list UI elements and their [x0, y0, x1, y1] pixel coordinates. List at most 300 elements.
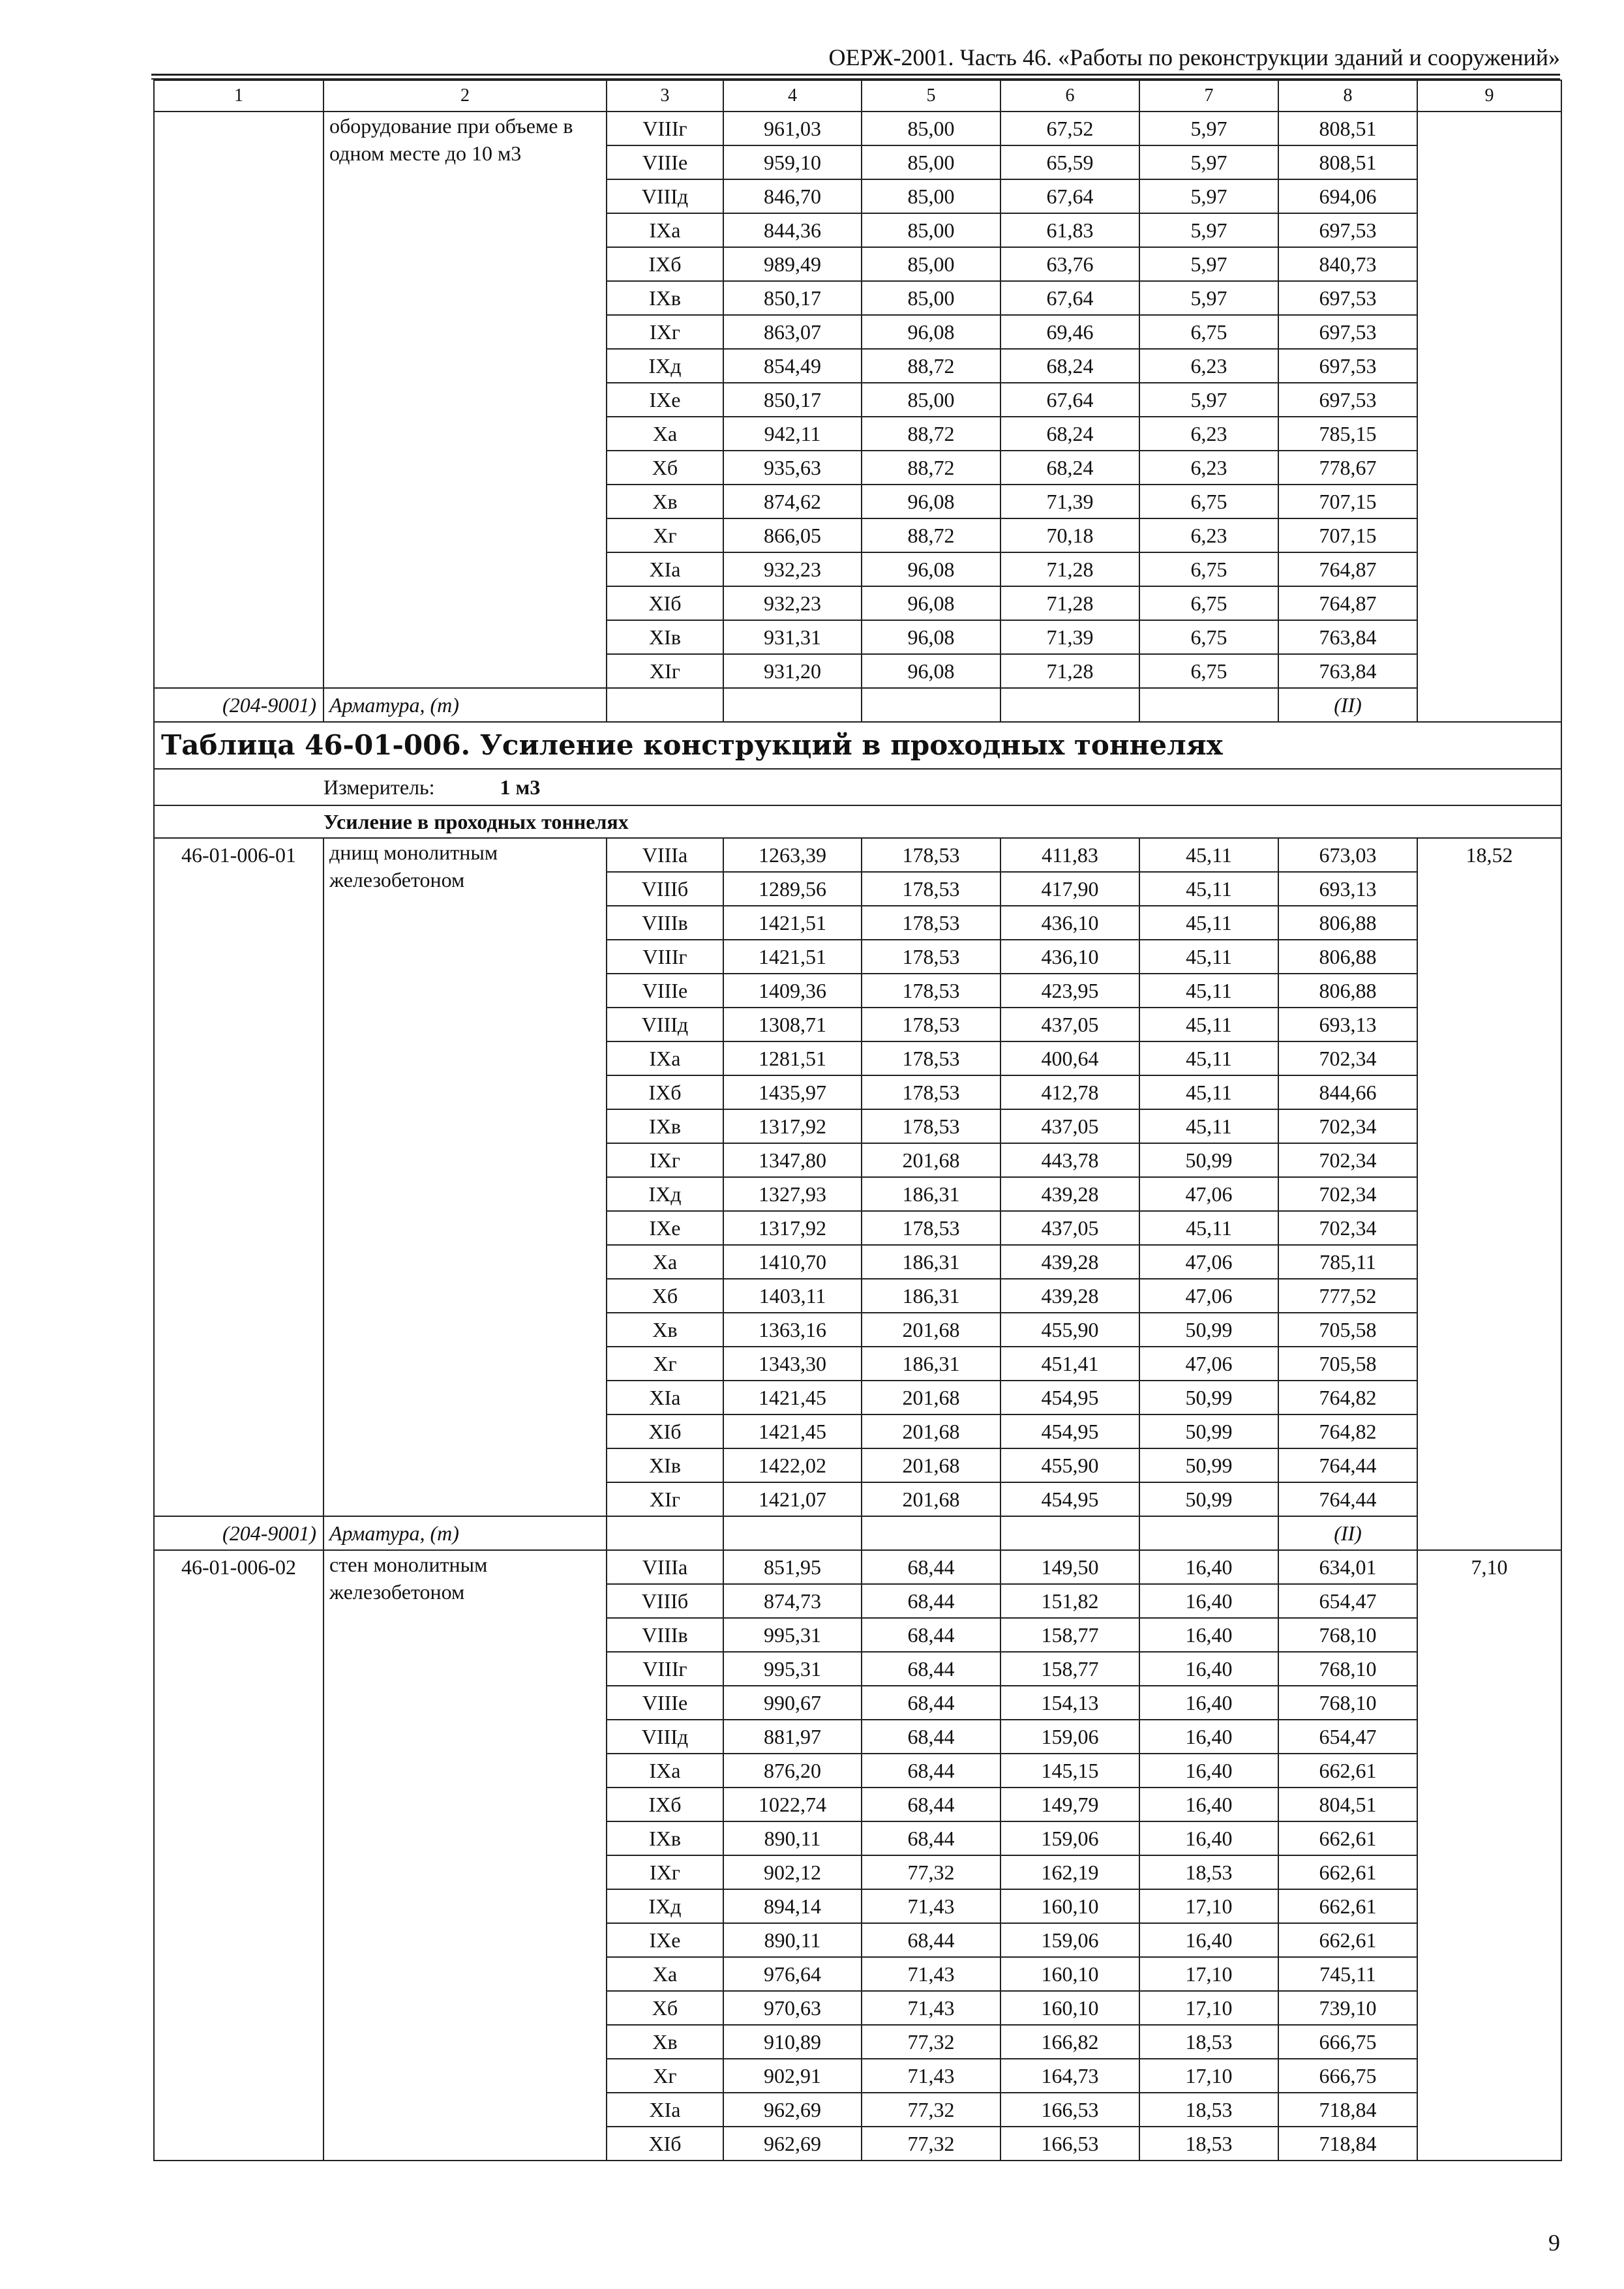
price-value: 88,72 — [862, 349, 1000, 383]
price-value: 455,90 — [1000, 1313, 1139, 1347]
price-value: 68,44 — [862, 1550, 1000, 1584]
price-value: 705,58 — [1278, 1347, 1417, 1381]
price-value: 417,90 — [1000, 872, 1139, 906]
zone-code: Xг — [607, 518, 723, 552]
price-value: 159,06 — [1000, 1821, 1139, 1855]
resource-code: (204-9001) — [154, 688, 323, 722]
rate-code: 46-01-006-02 — [154, 1550, 323, 2161]
price-value: 178,53 — [862, 1075, 1000, 1109]
price-value: 17,10 — [1139, 1957, 1278, 1991]
zone-code: Xа — [607, 1245, 723, 1279]
price-value: 931,20 — [723, 654, 862, 688]
column-number: 8 — [1278, 80, 1417, 112]
price-value: 45,11 — [1139, 1075, 1278, 1109]
zone-code: IXе — [607, 383, 723, 417]
empty-cell — [862, 1516, 1000, 1550]
price-value: 718,84 — [1278, 2093, 1417, 2127]
price-value: 764,87 — [1278, 586, 1417, 620]
price-value: 1422,02 — [723, 1448, 862, 1482]
price-value: 18,53 — [1139, 2127, 1278, 2161]
price-value: 47,06 — [1139, 1245, 1278, 1279]
price-value: 70,18 — [1000, 518, 1139, 552]
price-value: 159,06 — [1000, 1720, 1139, 1754]
measure-row — [154, 769, 1561, 805]
zone-code: VIIIе — [607, 145, 723, 179]
price-value: 931,31 — [723, 620, 862, 654]
table-row — [154, 1550, 1561, 1584]
price-value: 68,24 — [1000, 349, 1139, 383]
price-value: 71,39 — [1000, 485, 1139, 518]
price-value: 1263,39 — [723, 838, 862, 872]
zone-code: VIIIб — [607, 872, 723, 906]
measure-cell — [323, 769, 1561, 805]
price-value: 5,97 — [1139, 145, 1278, 179]
price-value: 96,08 — [862, 485, 1000, 518]
price-value: 85,00 — [862, 213, 1000, 247]
empty-cell — [1139, 688, 1278, 722]
price-value: 764,82 — [1278, 1414, 1417, 1448]
table-row — [154, 112, 1561, 145]
column-number-row — [154, 80, 1561, 112]
price-value: 77,32 — [862, 1855, 1000, 1889]
zone-code: Xв — [607, 485, 723, 518]
price-value: 890,11 — [723, 1821, 862, 1855]
price-value: 18,53 — [1139, 1855, 1278, 1889]
price-value: 1022,74 — [723, 1788, 862, 1821]
empty-cell — [723, 688, 862, 722]
zone-code: VIIIг — [607, 940, 723, 974]
work-description: оборудование при объеме в одном месте до 10 м3 — [323, 112, 607, 688]
price-value: 47,06 — [1139, 1279, 1278, 1313]
price-value: 6,75 — [1139, 552, 1278, 586]
price-value: 768,10 — [1278, 1652, 1417, 1686]
zone-code: Xа — [607, 1957, 723, 1991]
price-value: 178,53 — [862, 1041, 1000, 1075]
price-value: 894,14 — [723, 1889, 862, 1923]
price-value: 702,34 — [1278, 1109, 1417, 1143]
price-value: 666,75 — [1278, 2059, 1417, 2093]
zone-code: IXе — [607, 1211, 723, 1245]
price-value: 88,72 — [862, 417, 1000, 451]
price-value: 16,40 — [1139, 1618, 1278, 1652]
price-value: 77,32 — [862, 2025, 1000, 2059]
price-value: 932,23 — [723, 586, 862, 620]
price-value: 96,08 — [862, 620, 1000, 654]
price-value: 1317,92 — [723, 1211, 862, 1245]
price-value: 45,11 — [1139, 906, 1278, 940]
mass-value: 7,10 — [1417, 1550, 1561, 2161]
zone-code: XIб — [607, 586, 723, 620]
price-value: 61,83 — [1000, 213, 1139, 247]
zone-code: XIа — [607, 1381, 723, 1414]
price-value: 764,82 — [1278, 1381, 1417, 1414]
zone-code: VIIIа — [607, 1550, 723, 1584]
empty-cell — [1000, 688, 1139, 722]
page-header: ОЕРЖ-2001. Часть 46. «Работы по реконструкции зданий и сооружений» — [828, 44, 1560, 70]
price-value: 166,53 — [1000, 2093, 1139, 2127]
price-value: 178,53 — [862, 1211, 1000, 1245]
zone-code: IXа — [607, 213, 723, 247]
resource-code: (204-9001) — [154, 1516, 323, 1550]
price-value: 77,32 — [862, 2093, 1000, 2127]
price-value: 874,62 — [723, 485, 862, 518]
price-value: 989,49 — [723, 247, 862, 281]
price-value: 88,72 — [862, 518, 1000, 552]
price-value: 71,28 — [1000, 552, 1139, 586]
table-body — [154, 80, 1561, 2161]
price-value: 158,77 — [1000, 1618, 1139, 1652]
work-description: днищ монолитным железобетоном — [323, 838, 607, 1516]
price-value: 1421,51 — [723, 940, 862, 974]
price-value: 693,13 — [1278, 872, 1417, 906]
price-value: 1289,56 — [723, 872, 862, 906]
price-value: 6,23 — [1139, 349, 1278, 383]
zone-code: IXг — [607, 1143, 723, 1177]
price-value: 768,10 — [1278, 1686, 1417, 1720]
price-value: 881,97 — [723, 1720, 862, 1754]
price-value: 863,07 — [723, 315, 862, 349]
price-value: 68,44 — [862, 1821, 1000, 1855]
price-value: 400,64 — [1000, 1041, 1139, 1075]
price-value: 437,05 — [1000, 1008, 1139, 1041]
empty-cell — [607, 688, 723, 722]
price-value: 85,00 — [862, 179, 1000, 213]
price-value: 186,31 — [862, 1347, 1000, 1381]
price-value: 702,34 — [1278, 1177, 1417, 1211]
price-value: 808,51 — [1278, 112, 1417, 145]
column-number: 9 — [1417, 80, 1561, 112]
empty-cell — [862, 688, 1000, 722]
work-description: стен монолитным железобетоном — [323, 1550, 607, 2161]
price-value: 634,01 — [1278, 1550, 1417, 1584]
price-value: 840,73 — [1278, 247, 1417, 281]
price-value: 65,59 — [1000, 145, 1139, 179]
price-value: 85,00 — [862, 383, 1000, 417]
price-value: 1403,11 — [723, 1279, 862, 1313]
mass-value — [1417, 112, 1561, 722]
price-value: 178,53 — [862, 974, 1000, 1008]
price-value: 662,61 — [1278, 1923, 1417, 1957]
price-value: 702,34 — [1278, 1143, 1417, 1177]
price-value: 439,28 — [1000, 1177, 1139, 1211]
price-value: 662,61 — [1278, 1889, 1417, 1923]
price-value: 16,40 — [1139, 1788, 1278, 1821]
rate-code: 46-01-006-01 — [154, 838, 323, 1516]
measure-label: Измеритель: — [323, 775, 435, 799]
zone-code: VIIIе — [607, 1686, 723, 1720]
zone-code: IXа — [607, 1754, 723, 1788]
column-number: 3 — [607, 80, 723, 112]
price-value: 739,10 — [1278, 1991, 1417, 2025]
price-value: 201,68 — [862, 1313, 1000, 1347]
price-value: 88,72 — [862, 451, 1000, 485]
price-value: 850,17 — [723, 281, 862, 315]
price-value: 1327,93 — [723, 1177, 862, 1211]
price-value: 67,64 — [1000, 281, 1139, 315]
price-value: 764,44 — [1278, 1482, 1417, 1516]
zone-code: IXб — [607, 1075, 723, 1109]
zone-code: VIIIв — [607, 906, 723, 940]
measure-value: 1 м3 — [500, 775, 541, 799]
price-value: 662,61 — [1278, 1821, 1417, 1855]
price-value: 68,44 — [862, 1923, 1000, 1957]
zone-code: IXв — [607, 1109, 723, 1143]
price-value: 201,68 — [862, 1381, 1000, 1414]
zone-code: VIIIе — [607, 974, 723, 1008]
price-value: 436,10 — [1000, 940, 1139, 974]
price-value: 68,44 — [862, 1754, 1000, 1788]
price-value: 151,82 — [1000, 1584, 1139, 1618]
zone-code: VIIIг — [607, 1652, 723, 1686]
price-value: 697,53 — [1278, 213, 1417, 247]
price-value: 697,53 — [1278, 315, 1417, 349]
price-value: 16,40 — [1139, 1754, 1278, 1788]
price-value: 154,13 — [1000, 1686, 1139, 1720]
price-value: 436,10 — [1000, 906, 1139, 940]
price-value: 5,97 — [1139, 247, 1278, 281]
price-value: 1363,16 — [723, 1313, 862, 1347]
table-title: Таблица 46-01-006. Усиление конструкций в проходных тоннелях — [154, 722, 1561, 769]
price-value: 844,36 — [723, 213, 862, 247]
price-value: 85,00 — [862, 145, 1000, 179]
price-value: 6,75 — [1139, 586, 1278, 620]
price-value: 662,61 — [1278, 1855, 1417, 1889]
zone-code: IXд — [607, 1177, 723, 1211]
price-value: 178,53 — [862, 1109, 1000, 1143]
header-rule — [151, 74, 1560, 76]
zone-code: VIIIг — [607, 112, 723, 145]
price-value: 162,19 — [1000, 1855, 1139, 1889]
subsection-row — [154, 805, 1561, 838]
price-value: 6,75 — [1139, 654, 1278, 688]
price-value: 166,82 — [1000, 2025, 1139, 2059]
subsection-title: Усиление в проходных тоннелях — [323, 805, 1561, 838]
price-value: 412,78 — [1000, 1075, 1139, 1109]
price-value: 423,95 — [1000, 974, 1139, 1008]
zone-code: XIв — [607, 620, 723, 654]
price-value: 77,32 — [862, 2127, 1000, 2161]
empty-cell — [154, 769, 323, 805]
price-value: 71,43 — [862, 1889, 1000, 1923]
price-value: 71,39 — [1000, 620, 1139, 654]
price-value: 45,11 — [1139, 1109, 1278, 1143]
price-value: 902,12 — [723, 1855, 862, 1889]
price-value: 16,40 — [1139, 1821, 1278, 1855]
price-value: 763,84 — [1278, 620, 1417, 654]
price-value: 962,69 — [723, 2093, 862, 2127]
price-value: 50,99 — [1139, 1482, 1278, 1516]
price-value: 437,05 — [1000, 1109, 1139, 1143]
zone-code: IXг — [607, 315, 723, 349]
price-value: 45,11 — [1139, 838, 1278, 872]
price-value: 702,34 — [1278, 1211, 1417, 1245]
price-value: 763,84 — [1278, 654, 1417, 688]
price-value: 6,75 — [1139, 620, 1278, 654]
price-value: 768,10 — [1278, 1618, 1417, 1652]
price-value: 68,44 — [862, 1686, 1000, 1720]
price-value: 68,44 — [862, 1788, 1000, 1821]
price-value: 69,46 — [1000, 315, 1139, 349]
price-value: 201,68 — [862, 1482, 1000, 1516]
price-value: 68,44 — [862, 1584, 1000, 1618]
price-value: 707,15 — [1278, 518, 1417, 552]
price-value: 166,53 — [1000, 2127, 1139, 2161]
resource-class: (II) — [1278, 688, 1417, 722]
price-value: 71,28 — [1000, 654, 1139, 688]
price-value: 443,78 — [1000, 1143, 1139, 1177]
price-value: 18,53 — [1139, 2025, 1278, 2059]
price-value: 16,40 — [1139, 1550, 1278, 1584]
price-value: 942,11 — [723, 417, 862, 451]
price-value: 995,31 — [723, 1618, 862, 1652]
price-value: 1281,51 — [723, 1041, 862, 1075]
price-value: 718,84 — [1278, 2127, 1417, 2161]
price-value: 67,52 — [1000, 112, 1139, 145]
price-value: 1421,51 — [723, 906, 862, 940]
price-value: 439,28 — [1000, 1245, 1139, 1279]
empty-cell — [154, 805, 323, 838]
price-value: 666,75 — [1278, 2025, 1417, 2059]
price-value: 673,03 — [1278, 838, 1417, 872]
rates-table — [153, 80, 1562, 2161]
resource-row — [154, 688, 1561, 722]
price-value: 68,44 — [862, 1720, 1000, 1754]
price-value: 96,08 — [862, 586, 1000, 620]
price-value: 68,24 — [1000, 451, 1139, 485]
zone-code: Xв — [607, 2025, 723, 2059]
price-value: 866,05 — [723, 518, 862, 552]
zone-code: IXб — [607, 1788, 723, 1821]
price-value: 178,53 — [862, 940, 1000, 974]
price-value: 164,73 — [1000, 2059, 1139, 2093]
zone-code: IXа — [607, 1041, 723, 1075]
price-value: 874,73 — [723, 1584, 862, 1618]
price-value: 451,41 — [1000, 1347, 1139, 1381]
table-row — [154, 838, 1561, 872]
zone-code: VIIIд — [607, 1720, 723, 1754]
price-value: 959,10 — [723, 145, 862, 179]
zone-code: XIа — [607, 2093, 723, 2127]
price-value: 47,06 — [1139, 1347, 1278, 1381]
resource-label: Арматура, (т) — [323, 1516, 607, 1550]
price-value: 17,10 — [1139, 2059, 1278, 2093]
price-value: 45,11 — [1139, 1008, 1278, 1041]
price-value: 18,53 — [1139, 2093, 1278, 2127]
zone-code: Xб — [607, 1279, 723, 1313]
column-number: 2 — [323, 80, 607, 112]
price-value: 50,99 — [1139, 1448, 1278, 1482]
zone-code: IXд — [607, 1889, 723, 1923]
price-value: 178,53 — [862, 872, 1000, 906]
zone-code: IXб — [607, 247, 723, 281]
price-value: 705,58 — [1278, 1313, 1417, 1347]
zone-code: XIа — [607, 552, 723, 586]
price-value: 890,11 — [723, 1923, 862, 1957]
zone-code: Xб — [607, 451, 723, 485]
price-value: 411,83 — [1000, 838, 1139, 872]
price-value: 1308,71 — [723, 1008, 862, 1041]
zone-code: Xг — [607, 1347, 723, 1381]
price-value: 745,11 — [1278, 1957, 1417, 1991]
column-number: 1 — [154, 80, 323, 112]
price-value: 85,00 — [862, 281, 1000, 315]
price-value: 45,11 — [1139, 940, 1278, 974]
zone-code: Xв — [607, 1313, 723, 1347]
price-value: 6,23 — [1139, 451, 1278, 485]
price-value: 201,68 — [862, 1414, 1000, 1448]
zone-code: IXе — [607, 1923, 723, 1957]
price-value: 439,28 — [1000, 1279, 1139, 1313]
price-value: 961,03 — [723, 112, 862, 145]
zone-code: XIв — [607, 1448, 723, 1482]
price-value: 16,40 — [1139, 1720, 1278, 1754]
price-value: 160,10 — [1000, 1991, 1139, 2025]
price-value: 71,43 — [862, 1957, 1000, 1991]
price-value: 932,23 — [723, 552, 862, 586]
price-value: 844,66 — [1278, 1075, 1417, 1109]
price-value: 1347,80 — [723, 1143, 862, 1177]
zone-code: VIIIб — [607, 1584, 723, 1618]
price-value: 178,53 — [862, 838, 1000, 872]
zone-code: IXв — [607, 281, 723, 315]
price-value: 67,64 — [1000, 179, 1139, 213]
price-value: 5,97 — [1139, 213, 1278, 247]
price-value: 1421,45 — [723, 1414, 862, 1448]
price-value: 806,88 — [1278, 974, 1417, 1008]
price-value: 785,15 — [1278, 417, 1417, 451]
price-value: 697,53 — [1278, 349, 1417, 383]
price-value: 16,40 — [1139, 1584, 1278, 1618]
mass-value: 18,52 — [1417, 838, 1561, 1550]
price-value: 47,06 — [1139, 1177, 1278, 1211]
price-value: 693,13 — [1278, 1008, 1417, 1041]
price-value: 71,28 — [1000, 586, 1139, 620]
price-value: 935,63 — [723, 451, 862, 485]
zone-code: Xа — [607, 417, 723, 451]
resource-row — [154, 1516, 1561, 1550]
column-number: 5 — [862, 80, 1000, 112]
price-value: 16,40 — [1139, 1923, 1278, 1957]
resource-class: (II) — [1278, 1516, 1417, 1550]
price-value: 178,53 — [862, 906, 1000, 940]
price-value: 50,99 — [1139, 1381, 1278, 1414]
price-value: 777,52 — [1278, 1279, 1417, 1313]
page-number: 9 — [1548, 2230, 1560, 2256]
price-value: 785,11 — [1278, 1245, 1417, 1279]
price-value: 846,70 — [723, 179, 862, 213]
empty-cell — [1139, 1516, 1278, 1550]
price-value: 71,43 — [862, 2059, 1000, 2093]
price-value: 96,08 — [862, 552, 1000, 586]
zone-code: VIIIд — [607, 179, 723, 213]
price-value: 85,00 — [862, 247, 1000, 281]
zone-code: VIIIв — [607, 1618, 723, 1652]
price-value: 702,34 — [1278, 1041, 1417, 1075]
price-value: 454,95 — [1000, 1482, 1139, 1516]
price-value: 6,75 — [1139, 485, 1278, 518]
price-value: 437,05 — [1000, 1211, 1139, 1245]
price-value: 160,10 — [1000, 1957, 1139, 1991]
price-value: 1421,07 — [723, 1482, 862, 1516]
price-value: 68,44 — [862, 1618, 1000, 1652]
price-value: 5,97 — [1139, 383, 1278, 417]
price-value: 96,08 — [862, 315, 1000, 349]
price-value: 1421,45 — [723, 1381, 862, 1414]
price-value: 5,97 — [1139, 112, 1278, 145]
price-value: 6,75 — [1139, 315, 1278, 349]
zone-code: XIг — [607, 654, 723, 688]
price-value: 17,10 — [1139, 1991, 1278, 2025]
